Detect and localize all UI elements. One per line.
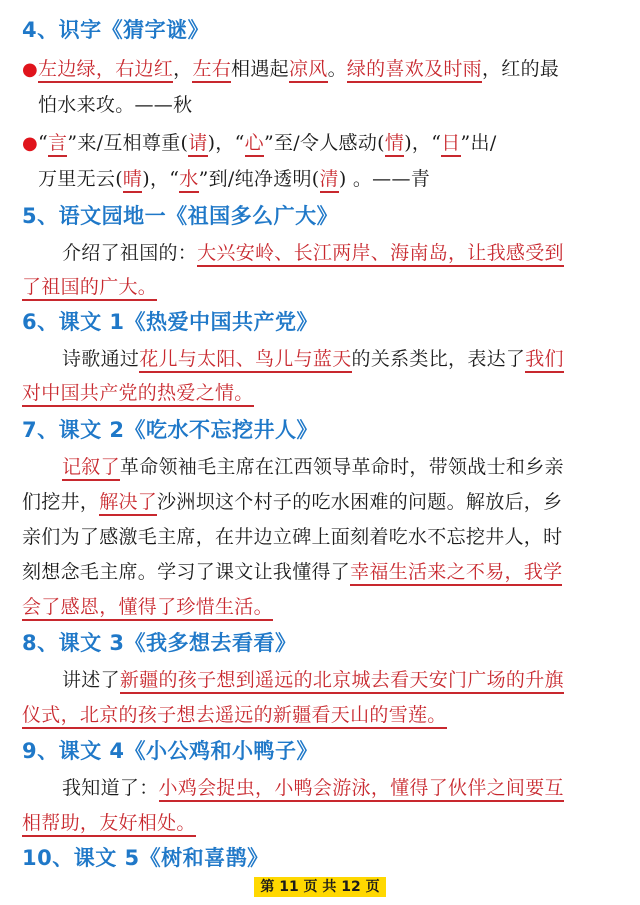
highlight: 花儿与太阳、鸟儿与蓝天 — [139, 348, 351, 373]
riddle-1-line-1 — [22, 54, 559, 81]
section-8-line-2 — [22, 700, 447, 727]
text: )，“ — [207, 132, 245, 154]
bullet-icon: ● — [22, 133, 39, 154]
highlight: 记叙了 — [62, 456, 120, 481]
highlight: 左边绿，右边红 — [38, 58, 173, 83]
text: 的关系类比，表达了 — [351, 348, 526, 370]
text: ”至/令人感动( — [263, 132, 385, 154]
text: 相遇起 — [231, 58, 289, 80]
highlight: 清 — [320, 168, 339, 193]
highlight: 绿的喜欢及时雨 — [347, 58, 482, 83]
highlight: 凉风 — [289, 58, 328, 83]
highlight: 情 — [385, 132, 404, 157]
section-9-line-2 — [22, 808, 196, 835]
section-4-title: 4、识字《猜字谜》 — [22, 18, 210, 42]
text: “ — [38, 132, 49, 154]
text: 讲述了 — [62, 669, 120, 691]
page-number-badge: 第 11 页 共 12 页 — [254, 877, 386, 897]
text: ”到/纯净透明( — [198, 168, 320, 190]
text: 万里无云( — [38, 168, 123, 190]
section-9-title: 9、课文 4《小公鸡和小鸭子》 — [22, 739, 319, 763]
highlight: 心 — [245, 132, 264, 157]
riddle-1-line-2: 怕水来攻。——秋 — [38, 94, 193, 116]
text: ”出/ — [460, 132, 497, 154]
highlight: 会了感恩，懂得了珍惜生活。 — [22, 596, 273, 621]
section-9-line-1 — [62, 773, 564, 800]
text: ) 。——青 — [338, 168, 431, 190]
section-5-title: 5、语文园地一《祖国多么广大》 — [22, 204, 339, 228]
text: ，红的最 — [481, 58, 560, 80]
highlight: 仪式，北京的孩子想去遥远的新疆看天山的雪莲。 — [22, 704, 447, 729]
text: 革命领袖毛主席在江西领导革命时，带领战士和乡亲 — [119, 456, 564, 478]
highlight: 左右 — [192, 58, 231, 83]
text: 们挖井， — [22, 491, 100, 513]
section-7-line-1 — [62, 452, 564, 479]
section-8-title: 8、课文 3《我多想去看看》 — [22, 631, 297, 655]
highlight: 了祖国的广大。 — [22, 276, 157, 301]
section-8-line-1 — [62, 665, 564, 692]
section-10-title: 10、课文 5《树和喜鹊》 — [22, 846, 269, 870]
text: 诗歌通过 — [62, 348, 140, 370]
highlight: 相帮助，友好相处。 — [22, 812, 196, 837]
section-5-line-1 — [62, 238, 564, 265]
highlight: 水 — [179, 168, 198, 193]
section-6-line-1 — [62, 344, 564, 371]
riddle-2-line-2 — [38, 164, 430, 191]
highlight: 幸福生活来之不易，我学 — [350, 561, 562, 586]
bullet-icon: ● — [22, 59, 39, 80]
highlight: 对中国共产党的热爱之情。 — [22, 382, 254, 407]
highlight: 大兴安岭、长江两岸、海南岛，让我感受到 — [197, 242, 564, 267]
section-7-line-2 — [22, 487, 562, 514]
highlight: 日 — [441, 132, 460, 157]
section-7-title: 7、课文 2《吃水不忘挖井人》 — [22, 418, 319, 442]
highlight: 小鸡会捉虫，小鸭会游泳，懂得了伙伴之间要互 — [159, 777, 564, 802]
section-6-title: 6、课文 1《热爱中国共产党》 — [22, 310, 319, 334]
section-6-line-2 — [22, 378, 254, 405]
text: )，“ — [404, 132, 442, 154]
highlight: 解决了 — [99, 491, 157, 516]
text: ， — [173, 58, 193, 80]
highlight: 言 — [48, 132, 67, 157]
section-5-line-2 — [22, 272, 157, 299]
highlight: 我们 — [525, 348, 564, 373]
text: 。 — [327, 58, 347, 80]
text: 沙洲坝这个村子的吃水困难的问题。解放后，乡 — [157, 491, 563, 513]
section-7-line-5 — [22, 592, 273, 619]
highlight: 请 — [188, 132, 207, 157]
text: ”来/互相尊重( — [67, 132, 189, 154]
text: 我知道了： — [62, 777, 159, 799]
text: 介绍了祖国的： — [62, 242, 198, 264]
text: )，“ — [142, 168, 180, 190]
riddle-2-line-1 — [22, 128, 497, 155]
text: 刻想念毛主席。学习了课文让我懂得了 — [22, 561, 351, 583]
highlight: 晴 — [123, 168, 142, 193]
section-7-line-4 — [22, 557, 562, 584]
section-7-line-3: 亲们为了感激毛主席，在井边立碑上面刻着吃水不忘挖井人，时 — [22, 526, 563, 548]
highlight: 新疆的孩子想到遥远的北京城去看天安门广场的升旗 — [120, 669, 564, 694]
